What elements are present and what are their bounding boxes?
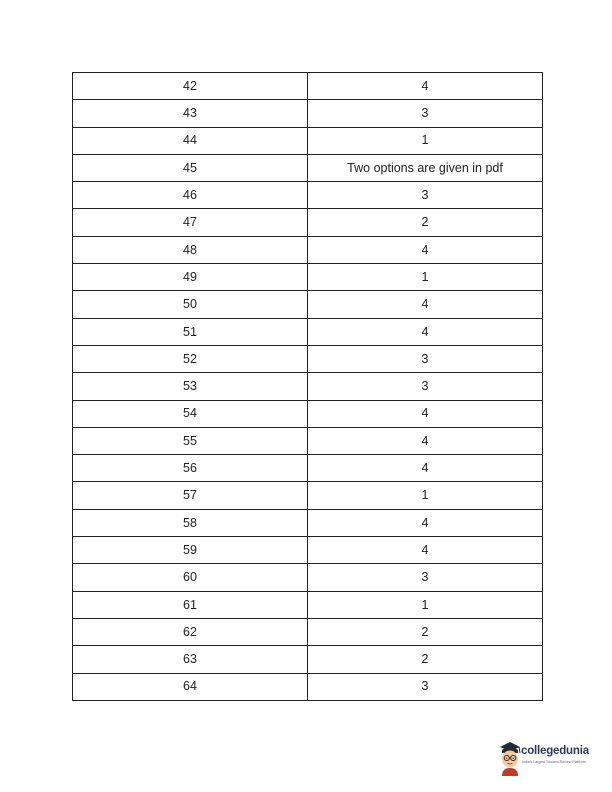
answer-cell: 4: [308, 509, 543, 536]
answer-cell: 1: [308, 482, 543, 509]
table-row: [73, 345, 543, 372]
answer-cell: 3: [308, 345, 543, 372]
question-number-cell: 64: [73, 673, 308, 700]
answer-cell: 1: [308, 127, 543, 154]
answer-cell: 2: [308, 209, 543, 236]
question-number-cell: 59: [73, 537, 308, 564]
table-row: [73, 537, 543, 564]
question-number-cell: 55: [73, 427, 308, 454]
question-number-cell: 54: [73, 400, 308, 427]
answer-cell: 4: [308, 400, 543, 427]
question-number-cell: 60: [73, 564, 308, 591]
table-row: [73, 618, 543, 645]
question-number-cell: 53: [73, 373, 308, 400]
question-number-cell: 51: [73, 318, 308, 345]
table-row: [73, 400, 543, 427]
question-number-cell: 42: [73, 73, 308, 100]
student-mascot-icon: [497, 738, 523, 776]
answer-cell: 4: [308, 73, 543, 100]
question-number-cell: 58: [73, 509, 308, 536]
answer-cell: 3: [308, 100, 543, 127]
table-row: [73, 264, 543, 291]
answer-cell: 1: [308, 591, 543, 618]
question-number-cell: 52: [73, 345, 308, 372]
question-number-cell: 47: [73, 209, 308, 236]
answer-cell: 4: [308, 427, 543, 454]
table-row: [73, 154, 543, 181]
answer-key-table: [72, 72, 543, 701]
answer-key-rows: [73, 73, 543, 701]
answer-cell: 4: [308, 318, 543, 345]
answer-cell: 4: [308, 537, 543, 564]
question-number-cell: 63: [73, 646, 308, 673]
question-number-cell: 48: [73, 236, 308, 263]
table-row: [73, 646, 543, 673]
table-row: [73, 127, 543, 154]
question-number-cell: 43: [73, 100, 308, 127]
question-number-cell: 56: [73, 455, 308, 482]
table-row: [73, 673, 543, 700]
answer-cell: 4: [308, 291, 543, 318]
table-row: [73, 509, 543, 536]
collegedunia-logo: [497, 738, 612, 778]
question-number-cell: 46: [73, 182, 308, 209]
table-row: [73, 291, 543, 318]
table-row: [73, 373, 543, 400]
table-row: [73, 182, 543, 209]
table-row: [73, 564, 543, 591]
question-number-cell: 44: [73, 127, 308, 154]
brand-tagline: India's Largest Student Review Platform: [522, 760, 586, 764]
answer-cell: 1: [308, 264, 543, 291]
question-number-cell: 57: [73, 482, 308, 509]
answer-cell: 3: [308, 373, 543, 400]
answer-cell: 2: [308, 618, 543, 645]
table-row: [73, 318, 543, 345]
question-number-cell: 50: [73, 291, 308, 318]
table-row: [73, 100, 543, 127]
question-number-cell: 61: [73, 591, 308, 618]
brand-name: collegedunia: [521, 745, 589, 757]
answer-cell: 2: [308, 646, 543, 673]
question-number-cell: 49: [73, 264, 308, 291]
table-row: [73, 482, 543, 509]
table-row: [73, 455, 543, 482]
answer-cell: 3: [308, 182, 543, 209]
table-row: [73, 427, 543, 454]
table-row: [73, 73, 543, 100]
answer-cell: Two options are given in pdf: [308, 154, 543, 181]
table-row: [73, 591, 543, 618]
question-number-cell: 62: [73, 618, 308, 645]
answer-cell: 4: [308, 455, 543, 482]
question-number-cell: 45: [73, 154, 308, 181]
answer-cell: 3: [308, 564, 543, 591]
table-row: [73, 236, 543, 263]
answer-cell: 3: [308, 673, 543, 700]
table-row: [73, 209, 543, 236]
answer-cell: 4: [308, 236, 543, 263]
